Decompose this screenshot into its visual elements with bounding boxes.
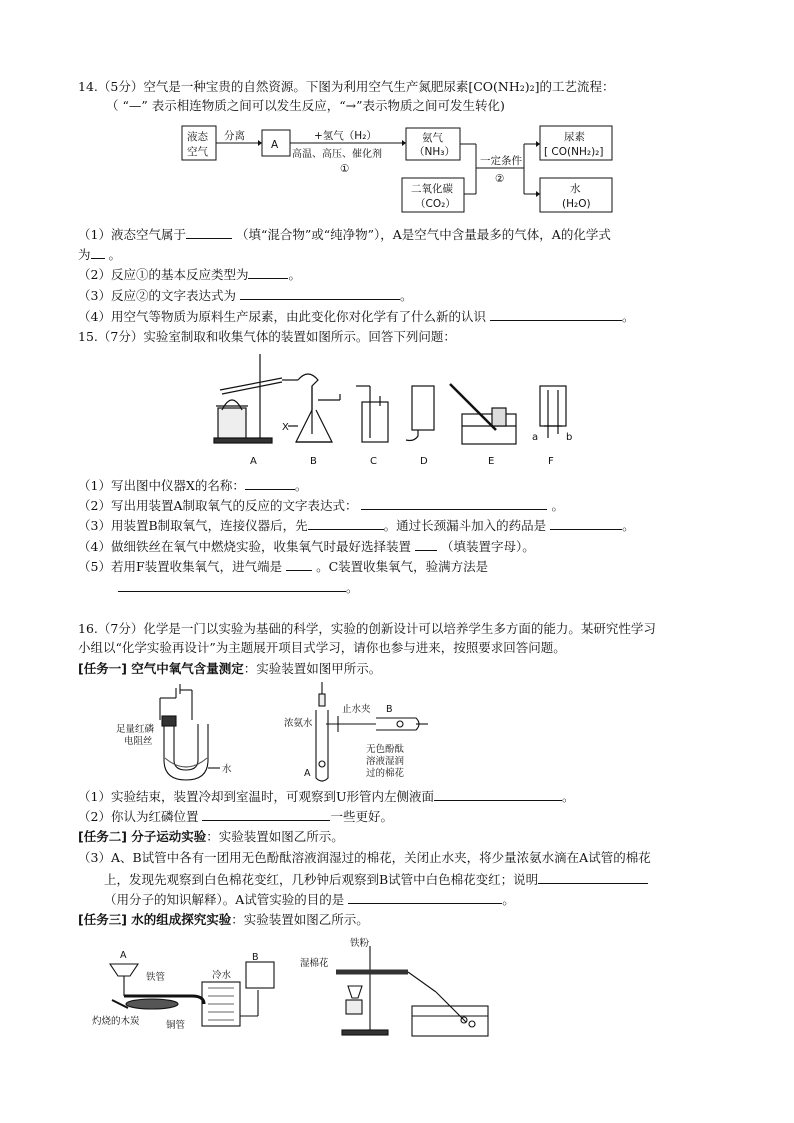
q16-blank-4[interactable] — [348, 890, 502, 904]
q16-p2b: 一些更好。 — [330, 809, 393, 824]
flow-water-1: 水 — [570, 183, 581, 195]
q14-part2 — [78, 265, 301, 284]
q15-title: 15.（7分）实验室制取和收集气体的装置如图所示。回答下列问题： — [78, 329, 456, 344]
q14-blank-5[interactable] — [490, 307, 622, 321]
label-D: D — [420, 456, 428, 467]
q14-p1b: （填“混合物”或“纯净物”），A是空气中含量最多的气体，A的化学式 — [235, 227, 611, 242]
q15-part1 — [78, 476, 307, 495]
q15-p5c: 。 — [346, 580, 359, 595]
q14-flow-diagram — [170, 118, 630, 218]
fig2-iron-tube: 铁管 — [146, 972, 166, 983]
q14-p4a: （4）用空气等物质为原料生产尿素，由此变化你对化学有了什么新的认识 — [78, 309, 486, 324]
fig1-cotton-3: 过的棉花 — [366, 768, 405, 779]
q14-note: （ “—” 表示相连物质之间可以发生反应，“→”表示物质之间可发生转化) — [106, 98, 505, 113]
u-tube-apparatus — [160, 684, 220, 780]
flow-ammonia-2: （NH₃） — [414, 146, 455, 158]
q16-task1-heading: [任务一] 空气中氧气含量测定 — [78, 661, 244, 676]
q15-blank-6[interactable] — [286, 557, 312, 571]
q14-p1a: （1）液态空气属于 — [78, 227, 186, 242]
q15-p2b: 。 — [551, 498, 564, 513]
fig2-copper: 铜管 — [166, 1020, 186, 1031]
q15-part2 — [78, 496, 564, 515]
q16-blank-1[interactable] — [434, 787, 562, 801]
q16-task2 — [78, 828, 344, 846]
fig2-wood: 灼烧的木炭 — [92, 1016, 140, 1027]
apparatus-d — [406, 386, 434, 441]
q16-part1 — [78, 787, 575, 806]
apparatus-b — [288, 374, 340, 442]
q15-p4a: （4）做细铁丝在氧气中燃烧实验，收集氧气时最好选择装置 — [78, 539, 411, 554]
q14-p3b: 。 — [399, 288, 413, 303]
fig1-ammonia: 浓氨水 — [284, 718, 313, 729]
q14-blank-4[interactable] — [240, 286, 400, 300]
q15-part5-cont — [118, 578, 359, 597]
q14-p2a: （2）反应①的基本反应类型为 — [78, 267, 249, 282]
q16-blank-3[interactable] — [538, 870, 648, 884]
q14-blank-3[interactable] — [248, 265, 288, 279]
q15-p1a: （1）写出图中仪器X的名称： — [78, 478, 245, 493]
fig1-clamp: 止水夹 — [342, 704, 371, 715]
q14-part1-cont — [78, 245, 121, 264]
q16-task3 — [78, 911, 369, 929]
q16-part3-cont — [104, 870, 648, 889]
q15-p2a: （2）写出用装置A制取氧气的反应的文字表达式： — [78, 498, 358, 513]
q16-figure-1 — [116, 680, 436, 788]
q14-p1d: 。 — [108, 247, 122, 262]
q15-blank-1[interactable] — [245, 476, 295, 490]
label-C: C — [370, 456, 377, 467]
q15-p3b: 。通过长颈漏斗加入的药品是 — [383, 518, 547, 533]
q15-part5 — [78, 557, 488, 576]
q16-task1-desc: ：实验装置如图甲所示。 — [243, 661, 382, 676]
q14-part3 — [78, 286, 412, 305]
q16-p2a: （2）你认为红磷位置 — [78, 809, 199, 824]
fig2-a: A — [120, 950, 127, 961]
q15-p5b: 。C装置收集氧气，验满方法是 — [316, 559, 489, 574]
flow-co2-2: （CO₂） — [415, 198, 456, 210]
label-b-port: b — [566, 432, 573, 443]
label-x: X — [282, 422, 289, 433]
fig2-cold-water: 冷水 — [212, 970, 232, 981]
label-E: E — [488, 456, 495, 467]
flow-cond1: 高温、高压、催化剂 — [292, 149, 382, 160]
q16-p3c: （用分子的知识解释）。A试管实验的目的是 — [104, 892, 345, 907]
fig1-water: 水 — [222, 764, 232, 775]
q16-blank-2[interactable] — [202, 807, 330, 821]
q16-p3d: 。 — [502, 892, 515, 907]
iron-powder-apparatus — [336, 946, 488, 1036]
q14-title: 14.（5分）空气是一种宝贵的自然资源。下图为利用空气生产氮肥尿素[CO(NH₂)₂]的工艺流程： — [78, 79, 615, 94]
q15-blank-5[interactable] — [415, 537, 437, 551]
q15-part4 — [78, 537, 535, 556]
q16-figure-2 — [92, 936, 512, 1046]
q14-p2b: 。 — [288, 267, 301, 282]
fig1-wire: 电阻丝 — [124, 736, 153, 747]
flow-urea-2: [ CO(NH₂)₂] — [544, 146, 604, 158]
apparatus-c — [356, 386, 388, 442]
flow-cond2: 一定条件 — [480, 155, 522, 167]
q16-part3: （3）A、B试管中各有一团用无色酚酞溶液润湿过的棉花，关闭止水夹，将少量浓氨水滴在A试管的棉花 — [78, 850, 651, 865]
q15-apparatus-figure — [200, 350, 600, 468]
q15-p3c: 。 — [622, 518, 635, 533]
q15-p5a: （5）若用F装置收集氧气，进气端是 — [78, 559, 283, 574]
apparatus-e — [450, 384, 516, 444]
flow-step2: ② — [495, 173, 505, 185]
flow-plus-h2: +氢气（H₂） — [314, 130, 377, 142]
flow-ammonia-1: 氨气 — [422, 132, 443, 144]
apparatus-f — [540, 386, 566, 438]
label-A: A — [250, 456, 257, 467]
q14-p1c: 为 — [78, 247, 91, 262]
q16-task2-heading: [任务二] 分子运动实验 — [78, 829, 207, 844]
q16-p1b: 。 — [562, 789, 575, 804]
fig2-b: B — [252, 952, 259, 963]
flow-separate: 分离 — [224, 130, 245, 142]
flow-urea-1: 尿素 — [564, 131, 585, 143]
q15-p3a: （3）用装置B制取氧气，连接仪器后，先 — [78, 518, 308, 533]
q15-blank-7[interactable] — [118, 578, 346, 592]
q16-title: 16.（7分）化学是一门以实验为基础的科学，实验的创新设计可以培养学生多方面的能力。某研究性学习 — [78, 621, 656, 636]
q16-task1 — [78, 660, 381, 678]
fig1-red-p: 足量红磷 — [116, 724, 155, 735]
q16-task3-desc: ：实验装置如图乙所示。 — [231, 912, 369, 927]
q16-task3-heading: [任务三] 水的组成探究实验 — [78, 912, 232, 927]
q14-part1 — [78, 225, 611, 244]
fig1-a: A — [304, 768, 311, 779]
label-a-port: a — [532, 432, 539, 443]
q16-title-2: 小组以“化学实验再设计”为主题展开项目式学习，请你也参与进来，按照要求回答问题。 — [78, 640, 566, 655]
q15-p1b: 。 — [294, 478, 308, 493]
q15-blank-2[interactable] — [361, 496, 547, 510]
flow-liquid-1: 液态 — [187, 131, 208, 143]
q15-blank-4[interactable] — [550, 516, 622, 530]
q14-blank-1[interactable] — [186, 225, 232, 239]
label-F: F — [548, 456, 554, 467]
q16-part2 — [78, 807, 393, 826]
flow-liquid-2: 空气 — [187, 146, 208, 158]
q15-part3 — [78, 516, 635, 535]
fig1-cotton-2: 溶液湿润 — [366, 756, 405, 767]
q15-p4b: （填装置字母）。 — [440, 539, 535, 554]
q16-p1a: （1）实验结束，装置冷却到室温时，可观察到U形管内左侧液面 — [78, 789, 434, 804]
q14-part4 — [78, 307, 634, 326]
fig2-iron-powder: 铁粉 — [350, 938, 370, 949]
q14-p3a: （3）反应②的文字表达式为 — [78, 288, 236, 303]
q14-p4b: 。 — [621, 309, 635, 324]
q16-p3b: 上，发现先观察到白色棉花变红，几秒钟后观察到B试管中白色棉花变红；说明 — [104, 872, 539, 887]
flow-step1: ① — [340, 163, 350, 175]
flow-water-2: (H₂O) — [562, 198, 591, 210]
flow-co2-1: 二氧化碳 — [411, 183, 453, 195]
fig2-wet-cotton: 湿棉花 — [300, 958, 329, 969]
flow-a: A — [271, 139, 279, 151]
fig1-b: B — [386, 704, 393, 715]
q16-task2-desc: ：实验装置如图乙所示。 — [206, 829, 344, 844]
q16-part3-cont2 — [104, 890, 515, 909]
q14-blank-2[interactable] — [91, 245, 105, 259]
fig1-cotton-1: 无色酚酞 — [366, 744, 405, 755]
label-B: B — [310, 456, 317, 467]
q15-blank-3[interactable] — [308, 516, 384, 530]
